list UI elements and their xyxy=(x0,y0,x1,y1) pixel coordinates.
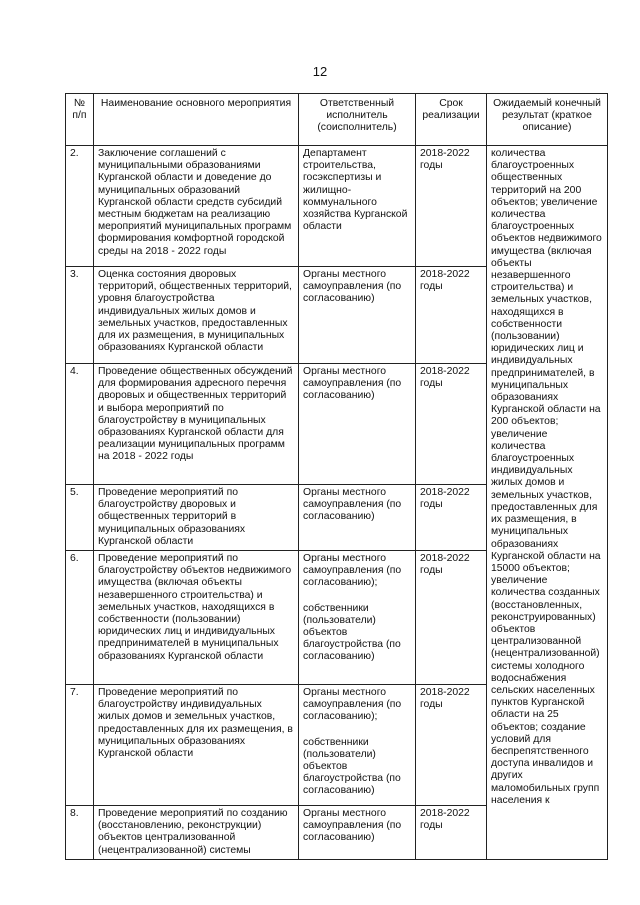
row-number: 4. xyxy=(66,364,94,485)
term-cell: 2018-2022 годы xyxy=(416,806,487,860)
header-num: № п/п xyxy=(66,94,94,146)
header-result: Ожидаемый конечный результат (краткое описание) xyxy=(487,94,608,146)
executor-text: Органы местного самоуправления (по согласованию) xyxy=(303,366,402,402)
activity-name: Оценка состояния дворовых территорий, общественных территорий, уровня благоустройства индивидуальных жилых домов и земельных участков, предоставленных для их размещения, в муниципальных образованиях Курганской области xyxy=(94,267,299,364)
executor-cell xyxy=(299,146,416,267)
term-cell: 2018-2022 годы xyxy=(416,146,487,267)
executor-cell xyxy=(299,485,416,551)
executor-cell xyxy=(299,806,416,860)
executor-cell xyxy=(299,267,416,364)
row-number: 2. xyxy=(66,146,94,267)
executor-cell xyxy=(299,551,416,685)
executor-cell xyxy=(299,364,416,485)
executor-text: Органы местного самоуправления (по согласованию) xyxy=(303,269,402,305)
term-cell: 2018-2022 годы xyxy=(416,267,487,364)
activity-name: Проведение мероприятий по благоустройству индивидуальных жилых домов и земельных участков, предоставленных для их размещения, в муниципальных образованиях Курганской области xyxy=(94,685,299,806)
expected-result-cell xyxy=(487,146,608,860)
activities-table xyxy=(65,93,608,860)
page-number: 12 xyxy=(312,64,328,79)
activity-name: Проведение мероприятий по благоустройству дворовых и общественных территорий в муниципальных образованиях Курганской области xyxy=(94,485,299,551)
term-cell: 2018-2022 годы xyxy=(416,364,487,485)
header-term: Срок реализации xyxy=(416,94,487,146)
row-number: 5. xyxy=(66,485,94,551)
term-cell: 2018-2022 годы xyxy=(416,685,487,806)
activity-name: Заключение соглашений с муниципальными образованиями Курганской области и доведение до муниципальных образований Курганской области средств субсидий местным бюджетам на реализацию мероприятий муниципальных программ формирования комфортной городской среды на 2018 - 2022 годы xyxy=(94,146,299,267)
expected-result-text: количества благоустроенных общественных территорий на 200 объектов; увеличение количества благоустроенных объектов недвижимого имущества (включая объекты незавершенного строительства) и земельных участков, находящихся в собственности (пользовании) юридических лиц и индивидуальных предпринимателей, в муниципальных образованиях Курганской области на 200 объектов; увеличение количества благоустроенных индивидуальных жилых домов и земельных участков, предоставленных для их размещения, в муниципальных образованиях Курганской области на 15000 объектов; увеличение количества созданных (восстановленных, реконструированных) объектов централизованной (нецентрализованной) системы холодного водоснабжения сельских населенных пунктов Курганской области на 25 объектов; создание условий для беспрепятственного доступа инвалидов и других маломобильных групп населения к xyxy=(491,148,602,806)
executor-text: Департамент строительства, госэкспертизы и жилищно-коммунального хозяйства Курганской области xyxy=(303,148,408,233)
term-cell: 2018-2022 годы xyxy=(416,551,487,685)
activity-name: Проведение общественных обсуждений для формирования адресного перечня дворовых и общественных территорий и выбора мероприятий по благоустройству в муниципальных образованиях Курганской области для реализации муниципальных программ на 2018 - 2022 годы xyxy=(94,364,299,485)
row-number: 7. xyxy=(66,685,94,806)
header-executor: Ответственный исполнитель (соисполнитель) xyxy=(299,94,416,146)
table-row xyxy=(66,146,608,267)
table-header-row xyxy=(66,94,608,146)
executor-text: Органы местного самоуправления (по согласованию); xyxy=(303,687,402,723)
executor-text: Органы местного самоуправления (по согласованию); xyxy=(303,553,402,589)
row-number: 8. xyxy=(66,806,94,860)
activity-name: Проведение мероприятий по созданию (восстановлению, реконструкции) объектов централизованной (нецентрализованной) системы xyxy=(94,806,299,860)
header-name: Наименование основного мероприятия xyxy=(94,94,299,146)
executor-text: собственники (пользователи) объектов благоустройства (по согласованию) xyxy=(303,602,401,663)
row-number: 3. xyxy=(66,267,94,364)
executor-text: Органы местного самоуправления (по согласованию) xyxy=(303,808,402,844)
row-number: 6. xyxy=(66,551,94,685)
activity-name: Проведение мероприятий по благоустройству объектов недвижимого имущества (включая объекты незавершенного строительства) и земельных участков, находящихся в собственности (пользовании) юридических лиц и индивидуальных предпринимателей в муниципальных образованиях Курганской области xyxy=(94,551,299,685)
executor-text: собственники (пользователи) объектов благоустройства (по согласованию) xyxy=(303,736,401,797)
term-cell: 2018-2022 годы xyxy=(416,485,487,551)
executor-cell xyxy=(299,685,416,806)
executor-text: Органы местного самоуправления (по согласованию) xyxy=(303,487,402,523)
